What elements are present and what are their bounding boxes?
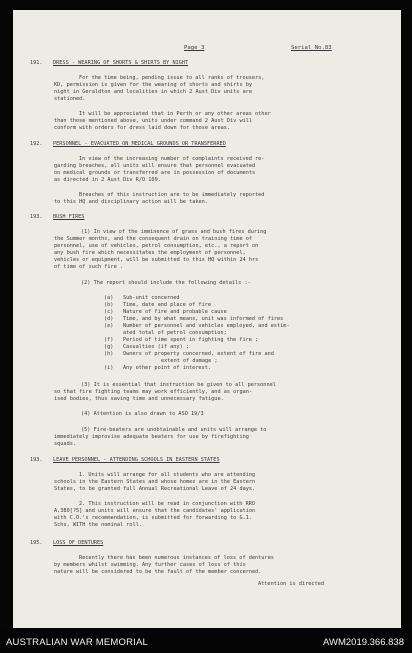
text-line: than those mentioned above, units under command 2 Aust Div will — [54, 118, 253, 124]
text-line: stationed. — [54, 96, 86, 102]
list-item: ated total of petrol consumption; — [123, 330, 227, 336]
text-line: KD, permission is given for the wearing of shorts and shirts by — [54, 82, 253, 88]
list-marker: (a) — [104, 295, 114, 301]
section-title: PERSONNEL - EVACUATED ON MEDICAL GROUNDS OR TRANSFERRED — [53, 141, 226, 147]
text-line: 2. This instruction will be read in conjunction with RRO — [79, 501, 256, 507]
section-title: BUSH FIRES — [53, 214, 85, 220]
text-line: (3) It is essential that instruction be given to all personnel — [81, 382, 276, 388]
list-marker: (d) — [104, 316, 114, 322]
text-line: (2) The report should include the following details :- — [81, 280, 251, 286]
text-line: Recently there has been numerous instances of loss of dentures — [79, 555, 274, 561]
text-line: any bush fire which necessitates the employment of personnel, — [54, 250, 246, 256]
section-number: 195. — [30, 540, 43, 546]
accession-number: AWM2019.366.838 — [323, 637, 404, 648]
text-line: squads. — [54, 441, 77, 447]
text-line: Breaches of this instruction are to be immediately reported — [79, 192, 265, 198]
text-line: conform with orders for dress laid down for those areas. — [54, 125, 231, 131]
text-line: immediately improvise adequate beaters for use by firefighting — [54, 434, 249, 440]
text-line: as directed in 2 Aust Div R/O 109. — [54, 177, 161, 183]
text-line: (5) Fire-beaters are unobtainable and units will arrange to — [81, 427, 267, 433]
list-item: Time, date and place of fire — [123, 302, 212, 308]
text-line: of time of such fire . — [54, 264, 124, 270]
section-number: 193. — [30, 214, 43, 220]
text-line: (4) Attention is also drawn to ASO 19/3 — [81, 411, 204, 417]
text-line: ised bodies, thus saving time and unnecessary fatigue. — [54, 396, 224, 402]
list-marker: (c) — [104, 309, 114, 315]
list-item: Owners of property concerned, extent of fire and — [123, 351, 274, 357]
text-line: garding breaches, all units will ensure that personnel evacuated — [54, 163, 256, 169]
text-line: with C.O.'s recommendation, is submitted for forwarding to G.1. — [54, 515, 253, 521]
text-line: It will be appreciated that in Perth or any other areas other — [79, 111, 271, 117]
text-line: night in Geraldton and localities in which 2 Aust Div units are — [54, 89, 253, 95]
text-line: nature will be considered to be the fault of the member concerned. — [54, 569, 262, 575]
section-number: 193. — [30, 457, 43, 463]
text-line: vehicles or equipment, will be submitted to this HQ within 24 hrs — [54, 257, 259, 263]
list-item: Casualties (if any) ; — [123, 344, 190, 350]
list-marker: (i) — [104, 365, 114, 371]
page-number: Page 3 — [184, 45, 205, 51]
text-line: Schs, WITH the nominal roll. — [54, 522, 143, 528]
text-line: on medical grounds or transferred are in possession of documents — [54, 170, 256, 176]
text-line: A.380[?5] and units will ensure that the candidates' application — [54, 508, 256, 514]
list-item: Number of personnel and vehicles employed, and estim- — [123, 323, 290, 329]
list-item: Sub-unit concerned — [123, 295, 180, 301]
document-page — [13, 10, 401, 628]
list-item: Time, and by what means, unit was informed of fires — [123, 316, 284, 322]
section-title: DRESS - WEARING OF SHORTS & SHIRTS BY NIGHT — [53, 60, 189, 66]
institution-name: AUSTRALIAN WAR MEMORIAL — [6, 637, 149, 648]
section-title: LEAVE PERSONNEL - ATTENDING SCHOOLS IN EASTERN STATES — [53, 457, 220, 463]
serial-number: Serial No.83 — [291, 45, 332, 51]
section-number: 191. — [30, 60, 43, 66]
text-line: personnel, use of vehicles, petrol consumption, etc., a report on — [54, 243, 259, 249]
text-line: to this HQ and disciplinary action will be taken. — [54, 199, 209, 205]
text-line: States, to be granted full Annual Recreational Leave of 24 days. — [54, 486, 256, 492]
text-line: by members whilst swimming. Any further cases of loss of this — [54, 562, 246, 568]
footer-bar — [0, 629, 412, 653]
text-line: schools in the Eastern States and whose homes are in the Eastern — [54, 479, 256, 485]
list-marker: (f) — [104, 337, 114, 343]
list-item: Nature of fire and probable cause — [123, 309, 227, 315]
text-line: so that fire fighting teams may work efficiently, and as organ- — [54, 389, 253, 395]
list-marker: (h) — [104, 351, 114, 357]
text-line: 1. Units will arrange for all students who are attending — [79, 472, 256, 478]
section-title: LOSS OF DENTURES — [53, 540, 104, 546]
section-number: 192. — [30, 141, 43, 147]
text-line: Attention is directed — [258, 581, 325, 587]
list-item: Any other point of interest. — [123, 365, 212, 371]
list-marker: (b) — [104, 302, 114, 308]
text-line: In view of the increasing number of complaints received re- — [79, 156, 265, 162]
list-item: Period of time spent in fighting the fire ; — [123, 337, 259, 343]
text-line: For the time being, pending issue to all ranks of trousers, — [79, 75, 265, 81]
list-marker: (g) — [104, 344, 114, 350]
text-line: (1) In view of the imminence of grass and bush fires during — [81, 229, 267, 235]
list-marker: (e) — [104, 323, 114, 329]
text-line: the Summer months, and the consequent drain on training time of — [54, 236, 253, 242]
list-item: extent of damage ; — [161, 358, 218, 364]
